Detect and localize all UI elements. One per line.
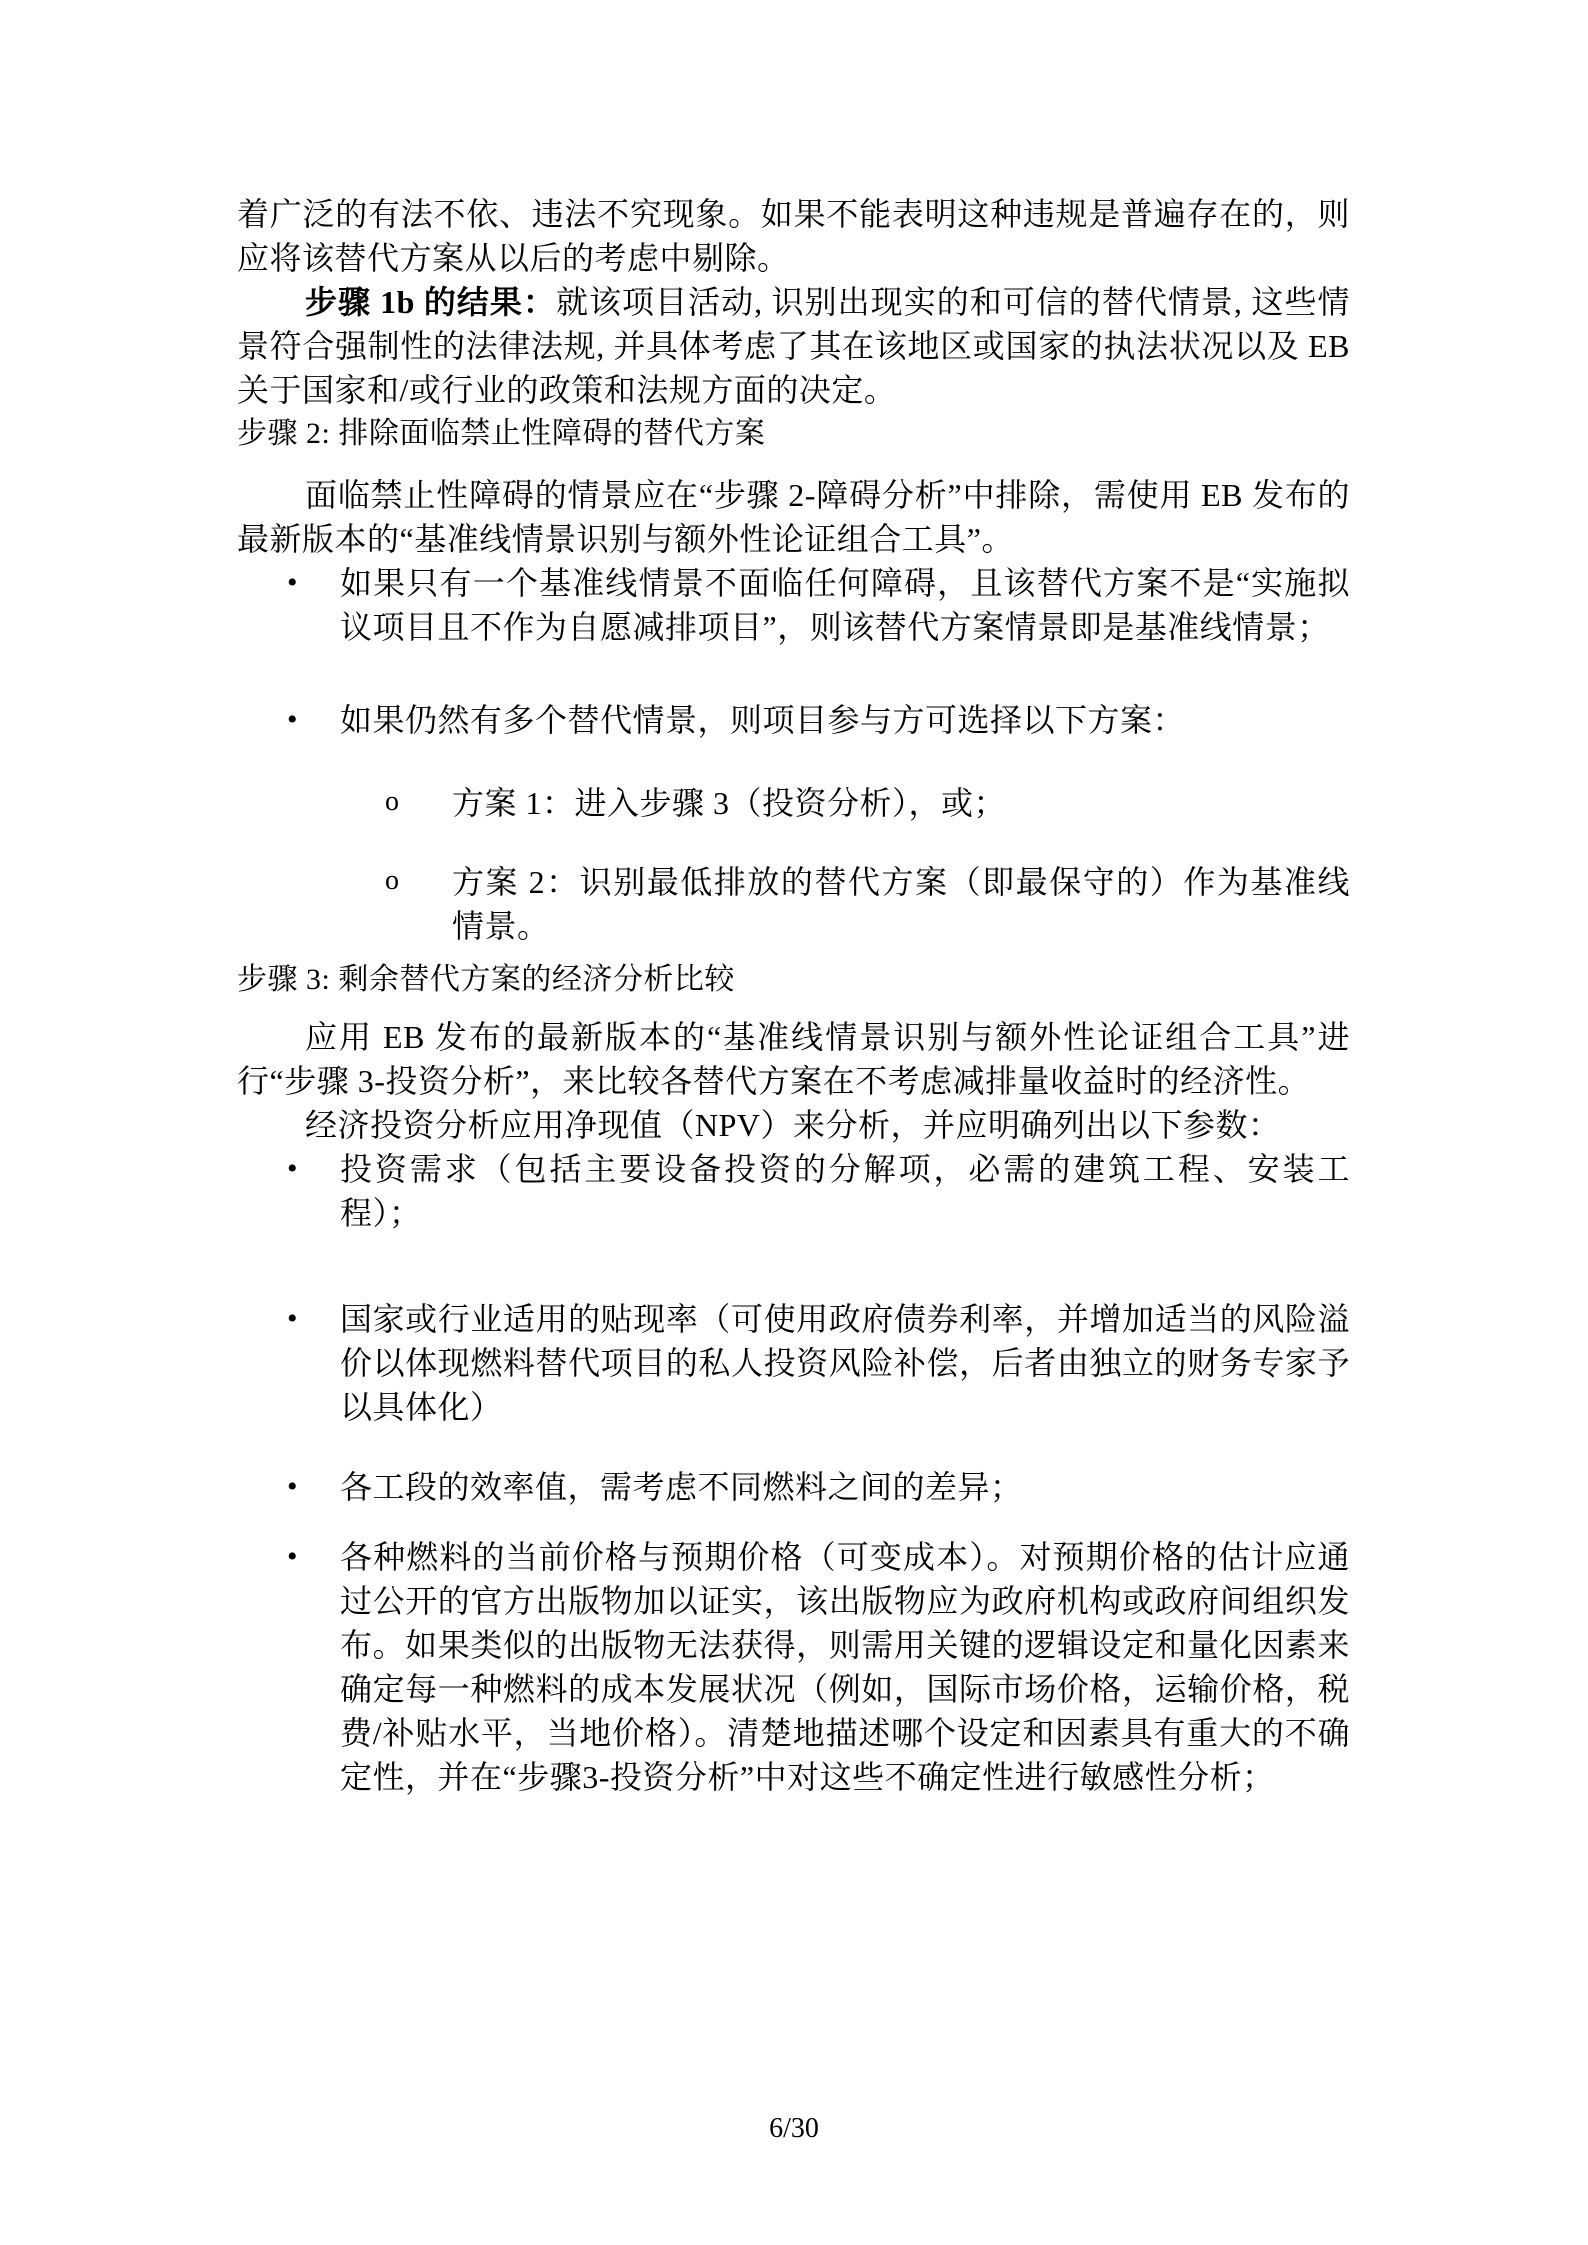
sub-bullet-item [237,860,1350,948]
sub-bullet-item [237,781,1350,825]
paragraph-step-1b-result [237,280,1350,412]
step-1b-result-text: 就该项目活动, 识别出现实的和可信的替代情景, 这些情景符合强制性的法律法规, 并具体考虑了其在该地区或国家的执法状况以及 EB 关于国家和/或行业的政策和法规方面的决定。 [237,284,1350,408]
page-number: 6/30 [769,2113,819,2144]
bullet-text: 如果仍然有多个替代情景，则项目参与方可选择以下方案： [340,702,1186,738]
sub-bullet-text: 方案 2：识别最低排放的替代方案（即最保守的）作为基准线情景。 [452,864,1350,944]
bullet-marker: • [287,1302,299,1335]
bullet-item [237,698,1350,742]
bullet-text: 各种燃料的当前价格与预期价格（可变成本）。对预期价格的估计应通过公开的官方出版物加以证实，该出版物应为政府机构或政府间组织发布。如果类似的出版物无法获得，则需用关键的逻辑设定和量化因素来确定每一种燃料的成本发展状况（例如，国际市场价格，运输价格，税费/补贴水平，当地价格）。清楚地描述哪个设定和因素具有重大的不确定性，并在“步骤3-投资分析”中对这些不确定性进行敏感性分析； [340,1539,1350,1795]
bullet-marker: • [287,1152,299,1185]
bullet-item [237,1147,1350,1235]
step-3-heading: 步骤 3: 剩余替代方案的经济分析比较 [237,963,735,996]
bullet-marker: • [287,1540,299,1573]
paragraph-step-2-intro: 面临禁止性障碍的情景应在“步骤 2-障碍分析”中排除，需使用 EB 发布的最新版本的“基准线情景识别与额外性论证组合工具”。 [237,477,1350,557]
bullet-item [237,1297,1350,1429]
bullet-text: 国家或行业适用的贴现率（可使用政府债券利率，并增加适当的风险溢价以体现燃料替代项目的私人投资风险补偿，后者由独立的财务专家予以具体化） [340,1301,1350,1425]
bullet-item [237,1535,1350,1799]
bullet-item [237,1465,1350,1509]
bullet-text: 投资需求（包括主要设备投资的分解项，必需的建筑工程、安装工程）； [340,1151,1350,1231]
paragraph-npv: 经济投资分析应用净现值（NPV）来分析，并应明确列出以下参数： [305,1107,1281,1143]
bullet-text: 如果只有一个基准线情景不面临任何障碍，且该替代方案不是“实施拟议项目且不作为自愿减排项目”，则该替代方案情景即是基准线情景； [340,565,1350,645]
page-body [237,192,1350,1799]
bullet-text: 各工段的效率值，需考虑不同燃料之间的差异； [340,1469,1023,1505]
sub-bullet-marker: o [385,786,400,817]
step-1b-result-label: 步骤 1b 的结果： [305,284,556,320]
sub-bullet-marker: o [385,865,400,896]
paragraph-continuation: 着广泛的有法不依、违法不究现象。如果不能表明这种违规是普遍存在的，则应将该替代方案从以后的考虑中剔除。 [237,196,1350,276]
paragraph-step-3-intro: 应用 EB 发布的最新版本的“基准线情景识别与额外性论证组合工具”进行“步骤 3-投资分析”，来比较各替代方案在不考虑减排量收益时的经济性。 [237,1019,1350,1099]
bullet-marker: • [287,703,299,736]
sub-bullet-text: 方案 1：进入步骤 3（投资分析），或； [452,785,1007,821]
bullet-marker: • [287,566,299,599]
step-2-heading: 步骤 2: 排除面临禁止性障碍的替代方案 [237,417,766,450]
bullet-item [237,561,1350,649]
bullet-marker: • [287,1470,299,1503]
